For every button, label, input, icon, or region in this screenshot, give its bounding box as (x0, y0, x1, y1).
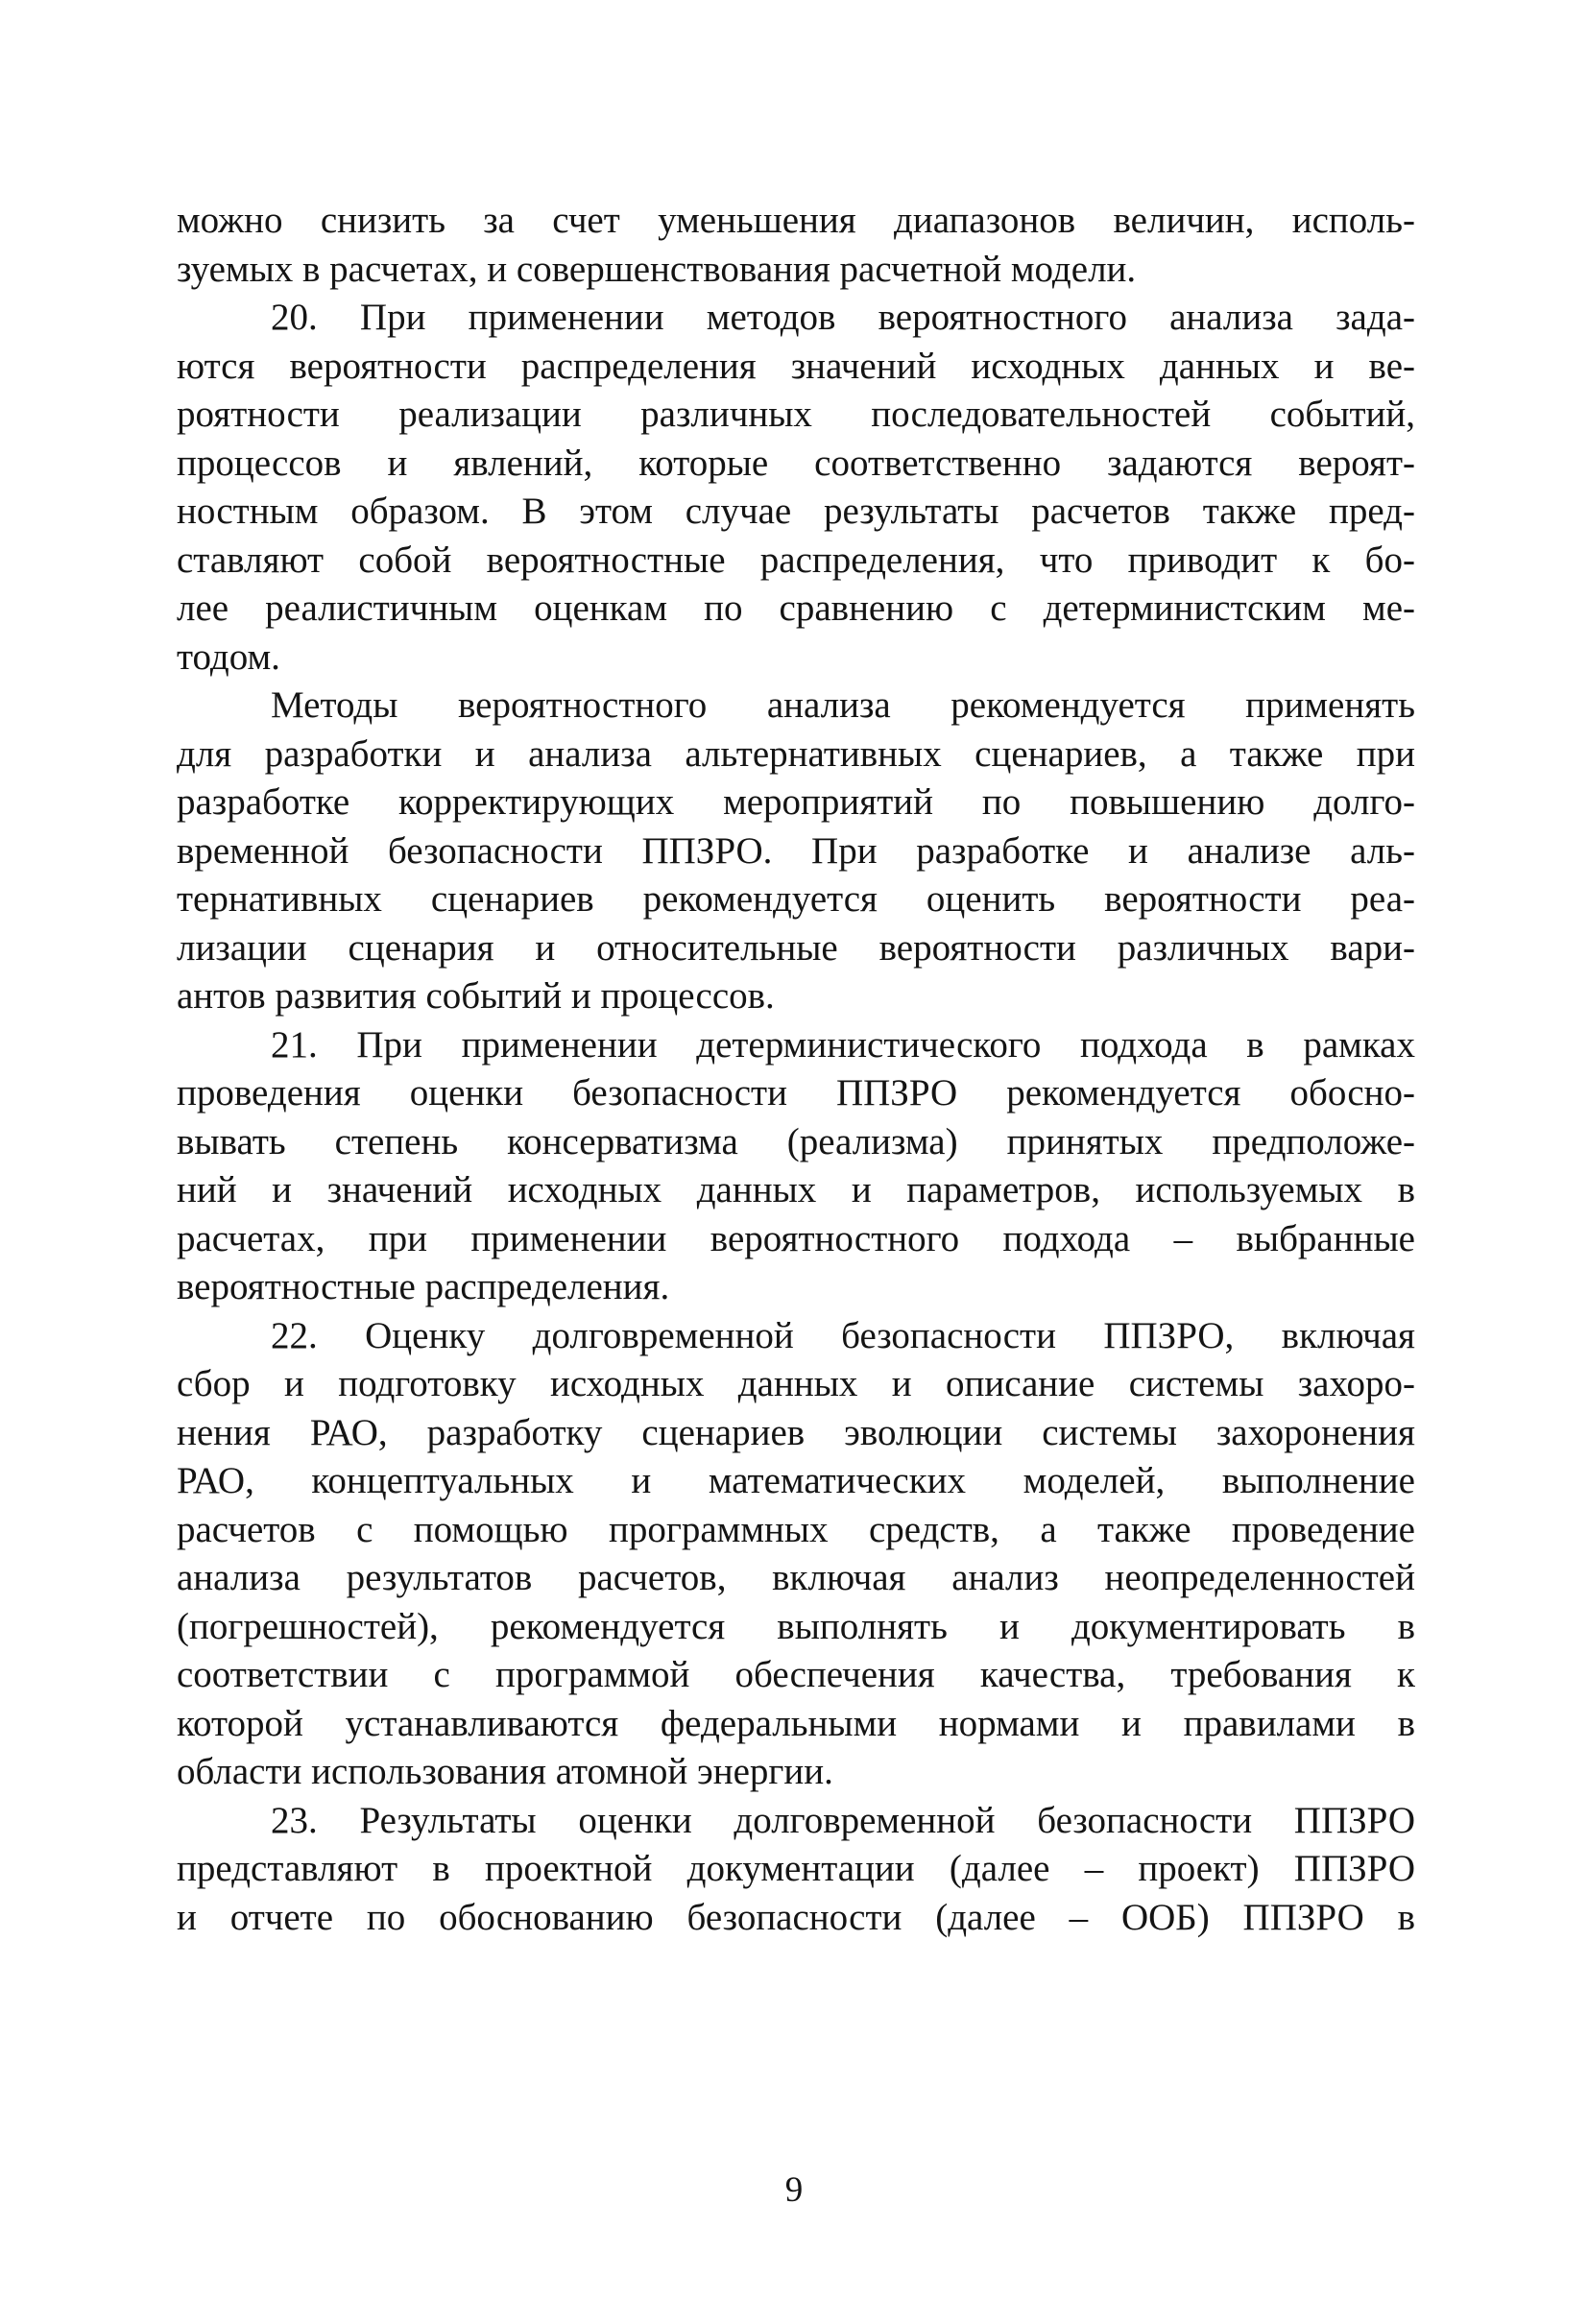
text-line: вероятностные распределения. (177, 1266, 670, 1307)
text-line: 23. Результаты оценки долговременной безопасности ППЗРО (271, 1799, 1415, 1841)
text-line: соответствии с программой обеспечения качества, требования к (177, 1654, 1415, 1695)
text-line: разработке корректирующих мероприятий по повышению долго- (177, 781, 1415, 823)
text-line: лизации сценария и относительные вероятности различных вари- (177, 926, 1415, 969)
text-line: роятности реализации различных последовательностей событий, (177, 394, 1415, 435)
text-line: Методы вероятностного анализа рекомендуется применять (271, 684, 1415, 726)
text-line: сбор и подготовку исходных данных и описание системы захоро- (177, 1363, 1415, 1404)
paragraph-20 (177, 294, 1415, 682)
paragraph-22 (177, 1312, 1415, 1797)
text-line: для разработки и анализа альтернативных сценариев, а также при (177, 732, 1415, 775)
text-line: антов развития событий и процессов. (177, 975, 775, 1017)
text-line: 21. При применении детерминистического подхода в рамках (271, 1023, 1415, 1066)
document-body (177, 197, 1415, 1942)
text-line: нения РАО, разработку сценариев эволюции системы захоронения (177, 1411, 1415, 1453)
text-line: и отчете по обоснованию безопасности (далее – ООБ) ППЗРО в (177, 1896, 1415, 1938)
text-line: анализа результатов расчетов, включая анализ неопределенностей (177, 1557, 1415, 1598)
text-line: 22. Оценку долговременной безопасности ППЗРО, включая (271, 1314, 1415, 1356)
text-line: можно снизить за счет уменьшения диапазонов величин, исполь- (177, 200, 1415, 241)
text-line: процессов и явлений, которые соответственно задаются вероят- (177, 442, 1415, 484)
text-line: расчетов с помощью программных средств, а также проведение (177, 1508, 1415, 1550)
text-line: проведения оценки безопасности ППЗРО рекомендуется обосно- (177, 1072, 1415, 1114)
text-line: представляют в проектной документации (далее – проект) ППЗРО (177, 1848, 1415, 1889)
text-line: ются вероятности распределения значений исходных данных и ве- (177, 345, 1415, 387)
text-line: ний и значений исходных данных и параметров, используемых в (177, 1169, 1415, 1210)
text-line: которой устанавливаются федеральными нормами и правилами в (177, 1702, 1415, 1744)
text-line: вывать степень консерватизма (реализма) принятых предположе- (177, 1120, 1415, 1162)
text-line: 20. При применении методов вероятностного анализа зада- (271, 297, 1415, 338)
page-number: 9 (784, 2170, 804, 2210)
text-line: ставляют собой вероятностные распределения, что приводит к бо- (177, 539, 1415, 581)
text-line: (погрешностей), рекомендуется выполнять и документировать в (177, 1605, 1415, 1647)
text-line: ностным образом. В этом случае результаты расчетов также пред- (177, 491, 1415, 532)
text-line: РАО, концептуальных и математических моделей, выполнение (177, 1460, 1415, 1501)
paragraph-probabilistic-methods (177, 682, 1415, 1021)
text-line: тодом. (177, 635, 280, 678)
text-line: временной безопасности ППЗРО. При разработке и анализе аль- (177, 829, 1415, 872)
text-line: тернативных сценариев рекомендуется оценить вероятности реа- (177, 878, 1415, 920)
paragraph-continuation (177, 197, 1415, 294)
text-line: зуемых в расчетах, и совершенствования расчетной модели. (177, 248, 1137, 290)
paragraph-23 (177, 1797, 1415, 1943)
text-line: области использования атомной энергии. (177, 1751, 833, 1792)
text-line: лее реалистичным оценкам по сравнению с детерминистским ме- (177, 587, 1415, 629)
paragraph-21 (177, 1021, 1415, 1312)
text-line: расчетах, при применении вероятностного подхода – выбранные (177, 1217, 1415, 1259)
